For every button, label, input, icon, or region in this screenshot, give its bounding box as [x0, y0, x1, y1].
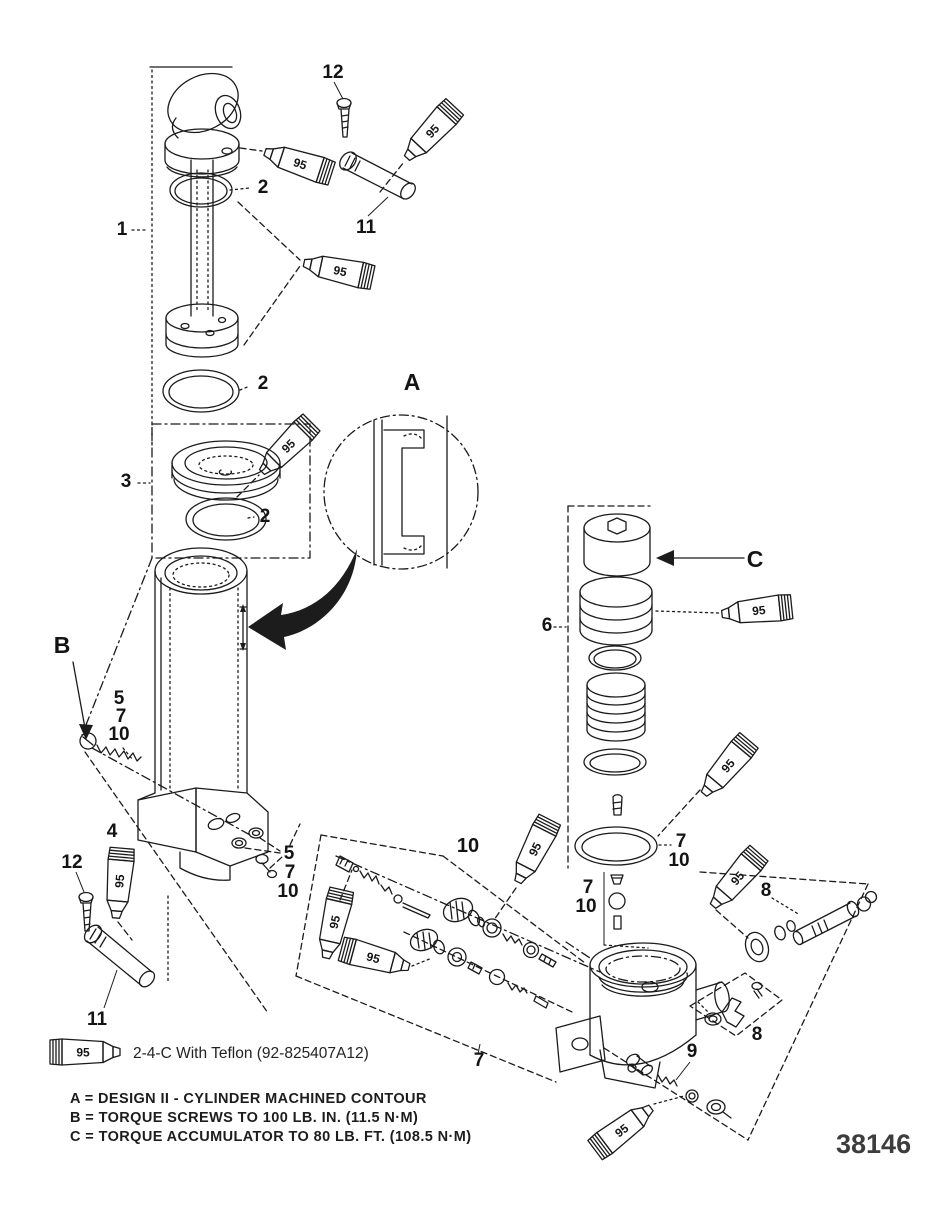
leader-lines — [73, 67, 868, 1140]
tube-95-label: 95 — [751, 602, 767, 619]
callout-9: 9 — [686, 1041, 698, 1062]
callout-7: 7 — [675, 831, 687, 852]
grease-tube-95 — [338, 936, 412, 979]
callout-1: 1 — [116, 219, 128, 240]
foot-fasteners — [232, 828, 277, 878]
callout-b: B — [53, 632, 71, 658]
grease-tube-95 — [301, 250, 375, 290]
screw-12-top — [337, 99, 351, 138]
drawing-number: 38146 — [836, 1129, 912, 1159]
tube-95-label: 95 — [727, 868, 748, 889]
tube-95-label: 95 — [112, 873, 128, 889]
grease-tube-95 — [103, 847, 135, 919]
tube-95-label: 95 — [332, 262, 349, 280]
callout-11: 11 — [355, 217, 377, 238]
tilt-pin-assembly — [742, 892, 877, 965]
o-ring-2c — [186, 498, 266, 540]
tube-95-label: 95 — [525, 840, 545, 859]
grease-tube-95 — [397, 98, 464, 167]
grease-tube-95 — [721, 594, 793, 627]
tube-95-label: 95 — [718, 756, 738, 776]
callout-7: 7 — [284, 862, 296, 883]
callout-10: 10 — [456, 835, 480, 857]
o-ring-2b — [163, 370, 239, 412]
grease-tube-95 — [50, 1039, 120, 1065]
callout-5: 5 — [283, 843, 295, 864]
trim-cylinder-body — [138, 548, 268, 880]
tube-95-label: 95 — [326, 913, 344, 931]
accumulator-stack — [575, 514, 657, 929]
callout-6: 6 — [541, 615, 553, 636]
grease-tube-95 — [587, 1098, 659, 1161]
callout-2: 2 — [257, 373, 269, 394]
callout-12: 12 — [61, 852, 83, 873]
callout-4: 4 — [106, 821, 118, 842]
grease-tube-95 — [313, 887, 354, 961]
callout-2: 2 — [257, 177, 269, 198]
tube-95-label: 95 — [364, 949, 382, 967]
tube-95-label: 95 — [612, 1121, 632, 1141]
piston-rod-assembly — [158, 62, 249, 357]
tube-95-label: 95 — [291, 155, 309, 173]
callout-7: 7 — [473, 1050, 485, 1071]
callout-8: 8 — [760, 880, 772, 901]
end-cap-seal-carrier — [172, 441, 280, 500]
grease-tube-95 — [703, 845, 769, 915]
callout-7: 7 — [582, 877, 594, 898]
callout-8: 8 — [751, 1024, 763, 1045]
grease-tube-95 — [506, 814, 561, 888]
tube-95-label: 95 — [278, 436, 299, 456]
anchor-pin-retainer — [705, 983, 762, 1028]
callout-3: 3 — [120, 471, 132, 492]
callout-10: 10 — [108, 724, 130, 745]
callout-c: C — [746, 546, 764, 572]
legend-text: 2-4-C With Teflon (92-825407A12) — [133, 1045, 369, 1062]
screw-12-bottom — [79, 893, 93, 932]
detail-pointer-arrow — [248, 549, 357, 650]
callout-5: 5 — [113, 688, 125, 709]
callout-2: 2 — [259, 506, 271, 527]
o-ring-2a — [170, 173, 232, 207]
callout-12: 12 — [322, 62, 344, 83]
callout-7: 7 — [115, 706, 127, 727]
tube-95-label: 95 — [76, 1045, 90, 1060]
callout-10: 10 — [575, 896, 597, 917]
pin-11-bottom — [81, 922, 157, 990]
callout-a: A — [403, 369, 421, 395]
valve-train — [336, 856, 556, 1008]
note-b: B = TORQUE SCREWS TO 100 LB. IN. (11.5 N·M) — [70, 1110, 419, 1126]
note-a: A = DESIGN II - CYLINDER MACHINED CONTOUR — [70, 1091, 427, 1107]
callout-10: 10 — [668, 850, 690, 871]
grease-tube-95 — [694, 732, 759, 802]
callout-11: 11 — [86, 1009, 108, 1030]
grease-tube-95 — [261, 140, 336, 186]
note-c: C = TORQUE ACCUMULATOR TO 80 LB. FT. (108.5 N·M) — [70, 1129, 472, 1145]
tube-95-label: 95 — [422, 121, 443, 141]
callout-10: 10 — [277, 881, 299, 902]
